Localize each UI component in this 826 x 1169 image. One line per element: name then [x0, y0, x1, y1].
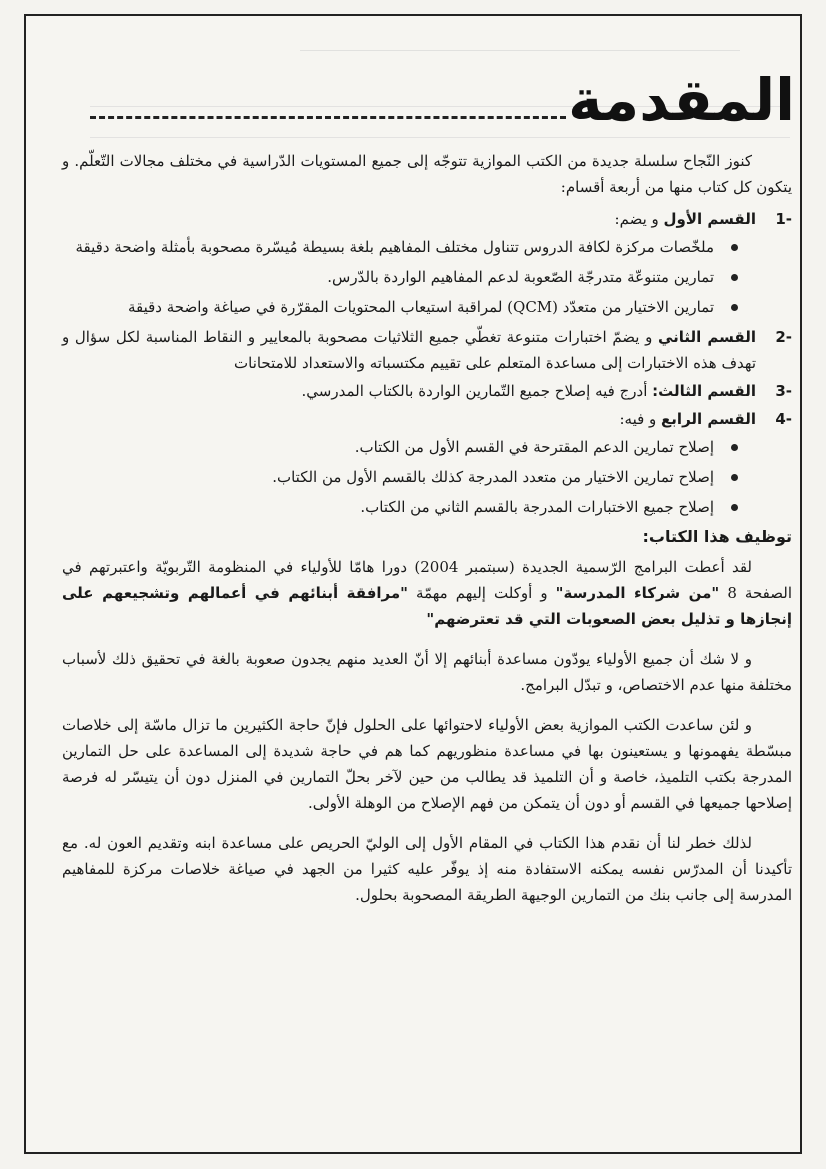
- section-4-text: و فيه:: [619, 410, 662, 428]
- section-3-number: -3: [775, 382, 792, 400]
- list-item: إصلاح جميع الاختبارات المدرجة بالقسم الثاني من الكتاب.: [62, 494, 714, 520]
- bullet-dot: [731, 244, 738, 251]
- list-item: إصلاح تمارين الاختيار من متعدد المدرجة كذلك بالقسم الأول من الكتاب.: [62, 464, 714, 490]
- section-1-bullets: [62, 234, 792, 320]
- usage-heading: توظيف هذا الكتاب:: [642, 527, 792, 546]
- bullet-dot: [731, 444, 738, 451]
- title-dashed-line: [90, 116, 566, 119]
- list-item: إصلاح تمارين الدعم المقترحة في القسم الأول من الكتاب.: [62, 434, 714, 460]
- title-row: [90, 64, 795, 146]
- show-through-decoration: [300, 30, 740, 51]
- usage-paragraph-4: لذلك خطر لنا أن نقدم هذا الكتاب في المقام الأول إلى الوليّ الحريص على مساعدة ابنه وتقديم العون له. مع تأكيدنا أن المدرّس نفسه يمكنه الاستفادة منه إذ يوفّر عليه كثيرا من الجهد في صياغة خلاصات مركزة للمفاهيم المدرسة إلى جانب بنك من التمارين الوجيهة الطريقة المصحوبة بحلول.: [62, 834, 792, 904]
- bullet-dot: [731, 274, 738, 281]
- section-2-number: -2: [775, 328, 792, 346]
- section-3: [62, 378, 792, 404]
- section-4-number: -4: [775, 410, 792, 428]
- section-4-heading: القسم الرابع: [661, 410, 756, 428]
- section-3-text: أدرج فيه إصلاح جميع التّمارين الواردة بالكتاب المدرسي.: [301, 382, 653, 400]
- list-item: تمارين الاختيار من متعدّد (QCM) لمراقبة استيعاب المحتويات المقرّرة في صياغة واضحة دقيقة: [62, 294, 714, 320]
- usage-paragraph-1: لقد أعطت البرامج الرّسمية الجديدة (سبتمبر 2004) دورا هامّا للأولياء في المنظومة التّربويّة واعتبرتهم في الصفحة 8 "من شركاء المدرسة" و أوكلت إليهم مهمّة "مرافقة أبنائهم في أعمالهم وتشجيعهم على إنجازها و تذليل بعض الصعوبات التي قد تعترضهم": [62, 558, 792, 628]
- list-item: ملخّصات مركزة لكافة الدروس تتناول مختلف المفاهيم بلغة بسيطة مُيسّرة مصحوبة بأمثلة واضحة دقيقة: [62, 234, 714, 260]
- section-1-heading: القسم الأول: [663, 210, 756, 228]
- page-title: المقدمة: [568, 66, 795, 134]
- section-1-text: و يضم:: [614, 210, 664, 228]
- section-2: [62, 324, 792, 376]
- section-3-heading: القسم الثالث:: [652, 382, 756, 400]
- section-1: [62, 206, 792, 232]
- section-4-bullets: [62, 434, 792, 520]
- bullet-dot: [731, 474, 738, 481]
- usage-paragraph-3: و لئن ساعدت الكتب الموازية بعض الأولياء لاحتوائها على الحلول فإنّ حاجة الكثيرين ما تزال ماسّة إلى خلاصات مبسّطة يفهمونها و يستعينون بها في مساعدة منظوريهم كما هم في حاجة شديدة إلى المساعدة على حل التمارين المدرجة بكتب التلميذ، خاصة و أن التلميذ قد يطالب من حين لآخر بحلّ التمارين في المنزل دون أن يتيسّر له فرصة إصلاحها جميعها في القسم أو دون أن يتمكن من فهم الإصلاح من الوهلة الأولى.: [62, 716, 792, 812]
- list-item: تمارين متنوعّة متدرجّة الصّعوبة لدعم المفاهيم الواردة بالدّرس.: [62, 264, 714, 290]
- page-content: [62, 148, 792, 922]
- section-2-text: و يضمّ اختبارات متنوعة تغطّي جميع الثلاثيات مصحوبة بالمعايير و النقاط المناسبة لكل سؤال و تهدف هذه الاختبارات إلى مساعدة المتعلم على تقييم مكتسباته والاستعداد للامتحانات: [62, 328, 756, 372]
- usage-paragraph-2: و لا شك أن جميع الأولياء يودّون مساعدة أبنائهم إلا أنّ العديد منهم يجدون صعوبة بالغة في تحقيق ذلك لأسباب مختلفة منها عدم الاختصاص، و تبدّل البرامج.: [62, 650, 792, 694]
- section-1-number: -1: [775, 210, 792, 228]
- bullet-dot: [731, 504, 738, 511]
- intro-paragraph: كنوز النّجاح سلسلة جديدة من الكتب الموازية تتوجّه إلى جميع المستويات الدّراسية في مختلف مجالات التّعلّم. و يتكون كل كتاب منها من أربعة أقسام:: [62, 152, 792, 196]
- bullet-dot: [731, 304, 738, 311]
- section-2-heading: القسم الثاني: [657, 328, 756, 346]
- section-4: [62, 406, 792, 432]
